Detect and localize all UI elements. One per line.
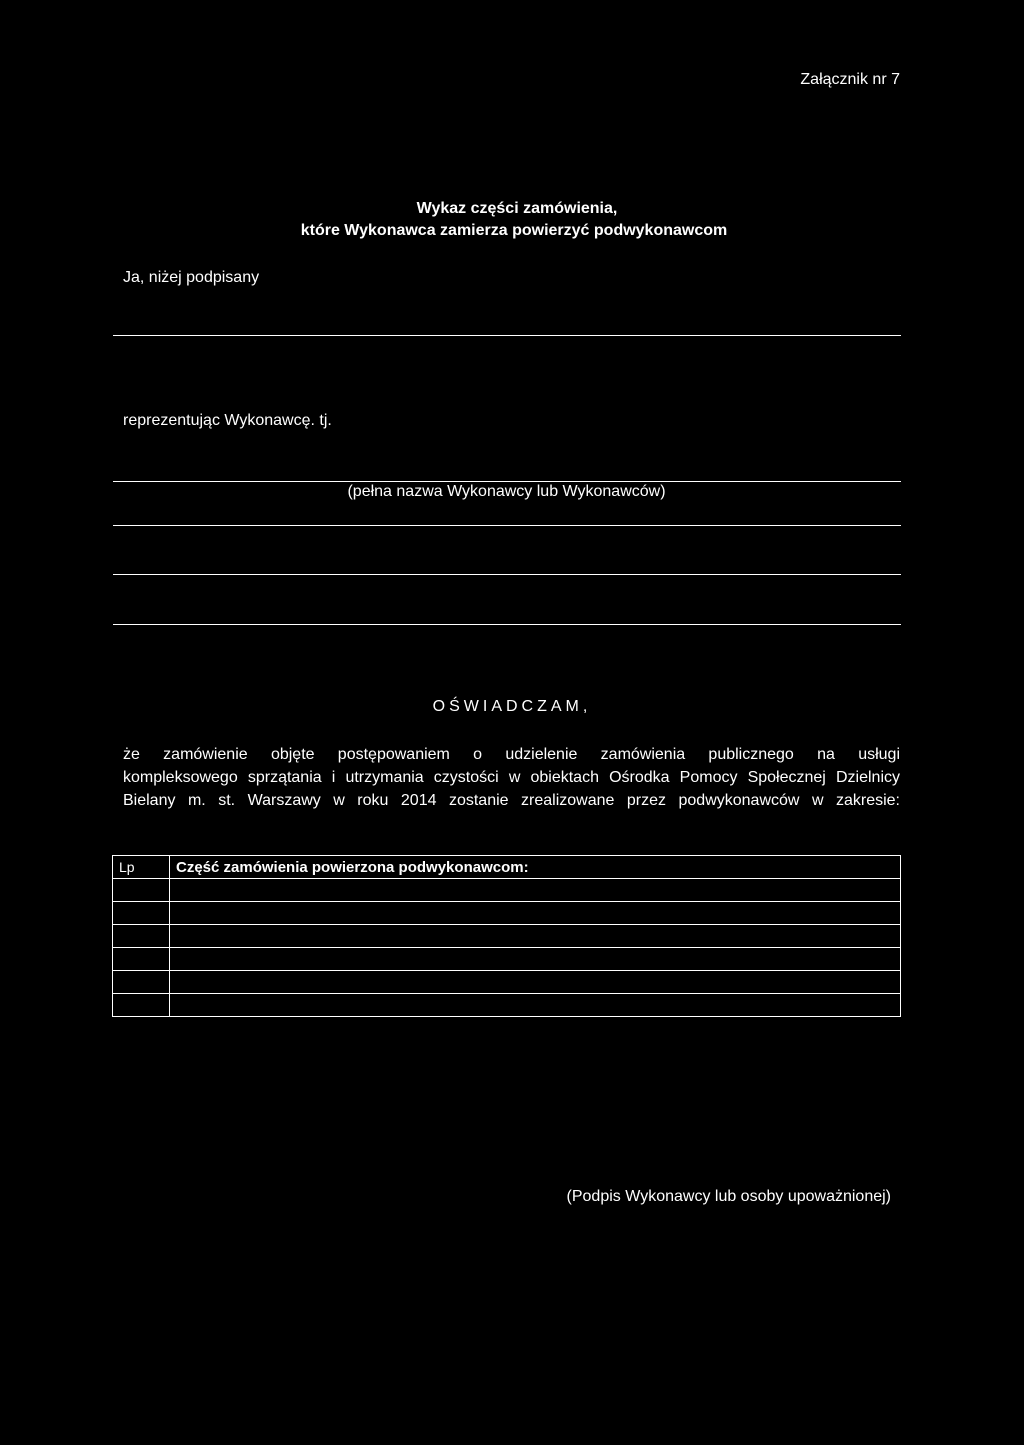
- signer-label: Ja, niżej podpisany: [123, 269, 260, 286]
- table-row: [113, 971, 901, 994]
- table-cell-part[interactable]: [170, 948, 901, 971]
- contractor-address-line-1[interactable]: [113, 525, 901, 526]
- contractor-address-line-3[interactable]: [113, 624, 901, 625]
- declaration-line-3: Bielany m. st. Warszawy w roku 2014 zostanie zrealizowane przez podwykonawców w zakresie:: [123, 792, 900, 809]
- table-row: [113, 879, 901, 902]
- table-header-row: [113, 856, 901, 879]
- attachment-number: Załącznik nr 7: [800, 71, 900, 88]
- table-cell-lp[interactable]: [113, 925, 170, 948]
- declaration-line-1: że zamówienie objęte postępowaniem o udzielenie zamówienia publicznego na usługi: [123, 746, 900, 763]
- table-cell-lp[interactable]: [113, 994, 170, 1017]
- contractor-address-line-2[interactable]: [113, 574, 901, 575]
- table-cell-part[interactable]: [170, 879, 901, 902]
- table-cell-lp[interactable]: [113, 902, 170, 925]
- table-header-lp: Lp: [113, 856, 170, 879]
- table-header-part: Część zamówienia powierzona podwykonawcom:: [170, 856, 901, 879]
- table-row: [113, 902, 901, 925]
- document-title-line-1: Wykaz części zamówienia,: [416, 200, 618, 217]
- table-row: [113, 925, 901, 948]
- table-cell-lp[interactable]: [113, 948, 170, 971]
- table-cell-part[interactable]: [170, 902, 901, 925]
- representing-label: reprezentując Wykonawcę. tj.: [123, 412, 332, 429]
- table-row: [113, 948, 901, 971]
- table-cell-part[interactable]: [170, 925, 901, 948]
- table-cell-lp[interactable]: [113, 971, 170, 994]
- signer-name-line[interactable]: [113, 335, 901, 336]
- document-title-line-2: które Wykonawca zamierza powierzyć podwykonawcom: [300, 222, 728, 239]
- table-cell-lp[interactable]: [113, 879, 170, 902]
- table-cell-part[interactable]: [170, 994, 901, 1017]
- table-cell-part[interactable]: [170, 971, 901, 994]
- contractor-name-caption: (pełna nazwa Wykonawcy lub Wykonawców): [347, 483, 666, 500]
- table-row: [113, 994, 901, 1017]
- subcontract-table: [112, 855, 901, 1017]
- declaration-line-2: kompleksowego sprzątania i utrzymania czystości w obiektach Ośrodka Pomocy Społecznej Dzielnicy: [123, 769, 900, 786]
- declaration-heading: OŚWIADCZAM,: [432, 698, 592, 715]
- signature-caption: (Podpis Wykonawcy lub osoby upoważnionej): [566, 1188, 891, 1205]
- declaration-statement: [123, 743, 900, 812]
